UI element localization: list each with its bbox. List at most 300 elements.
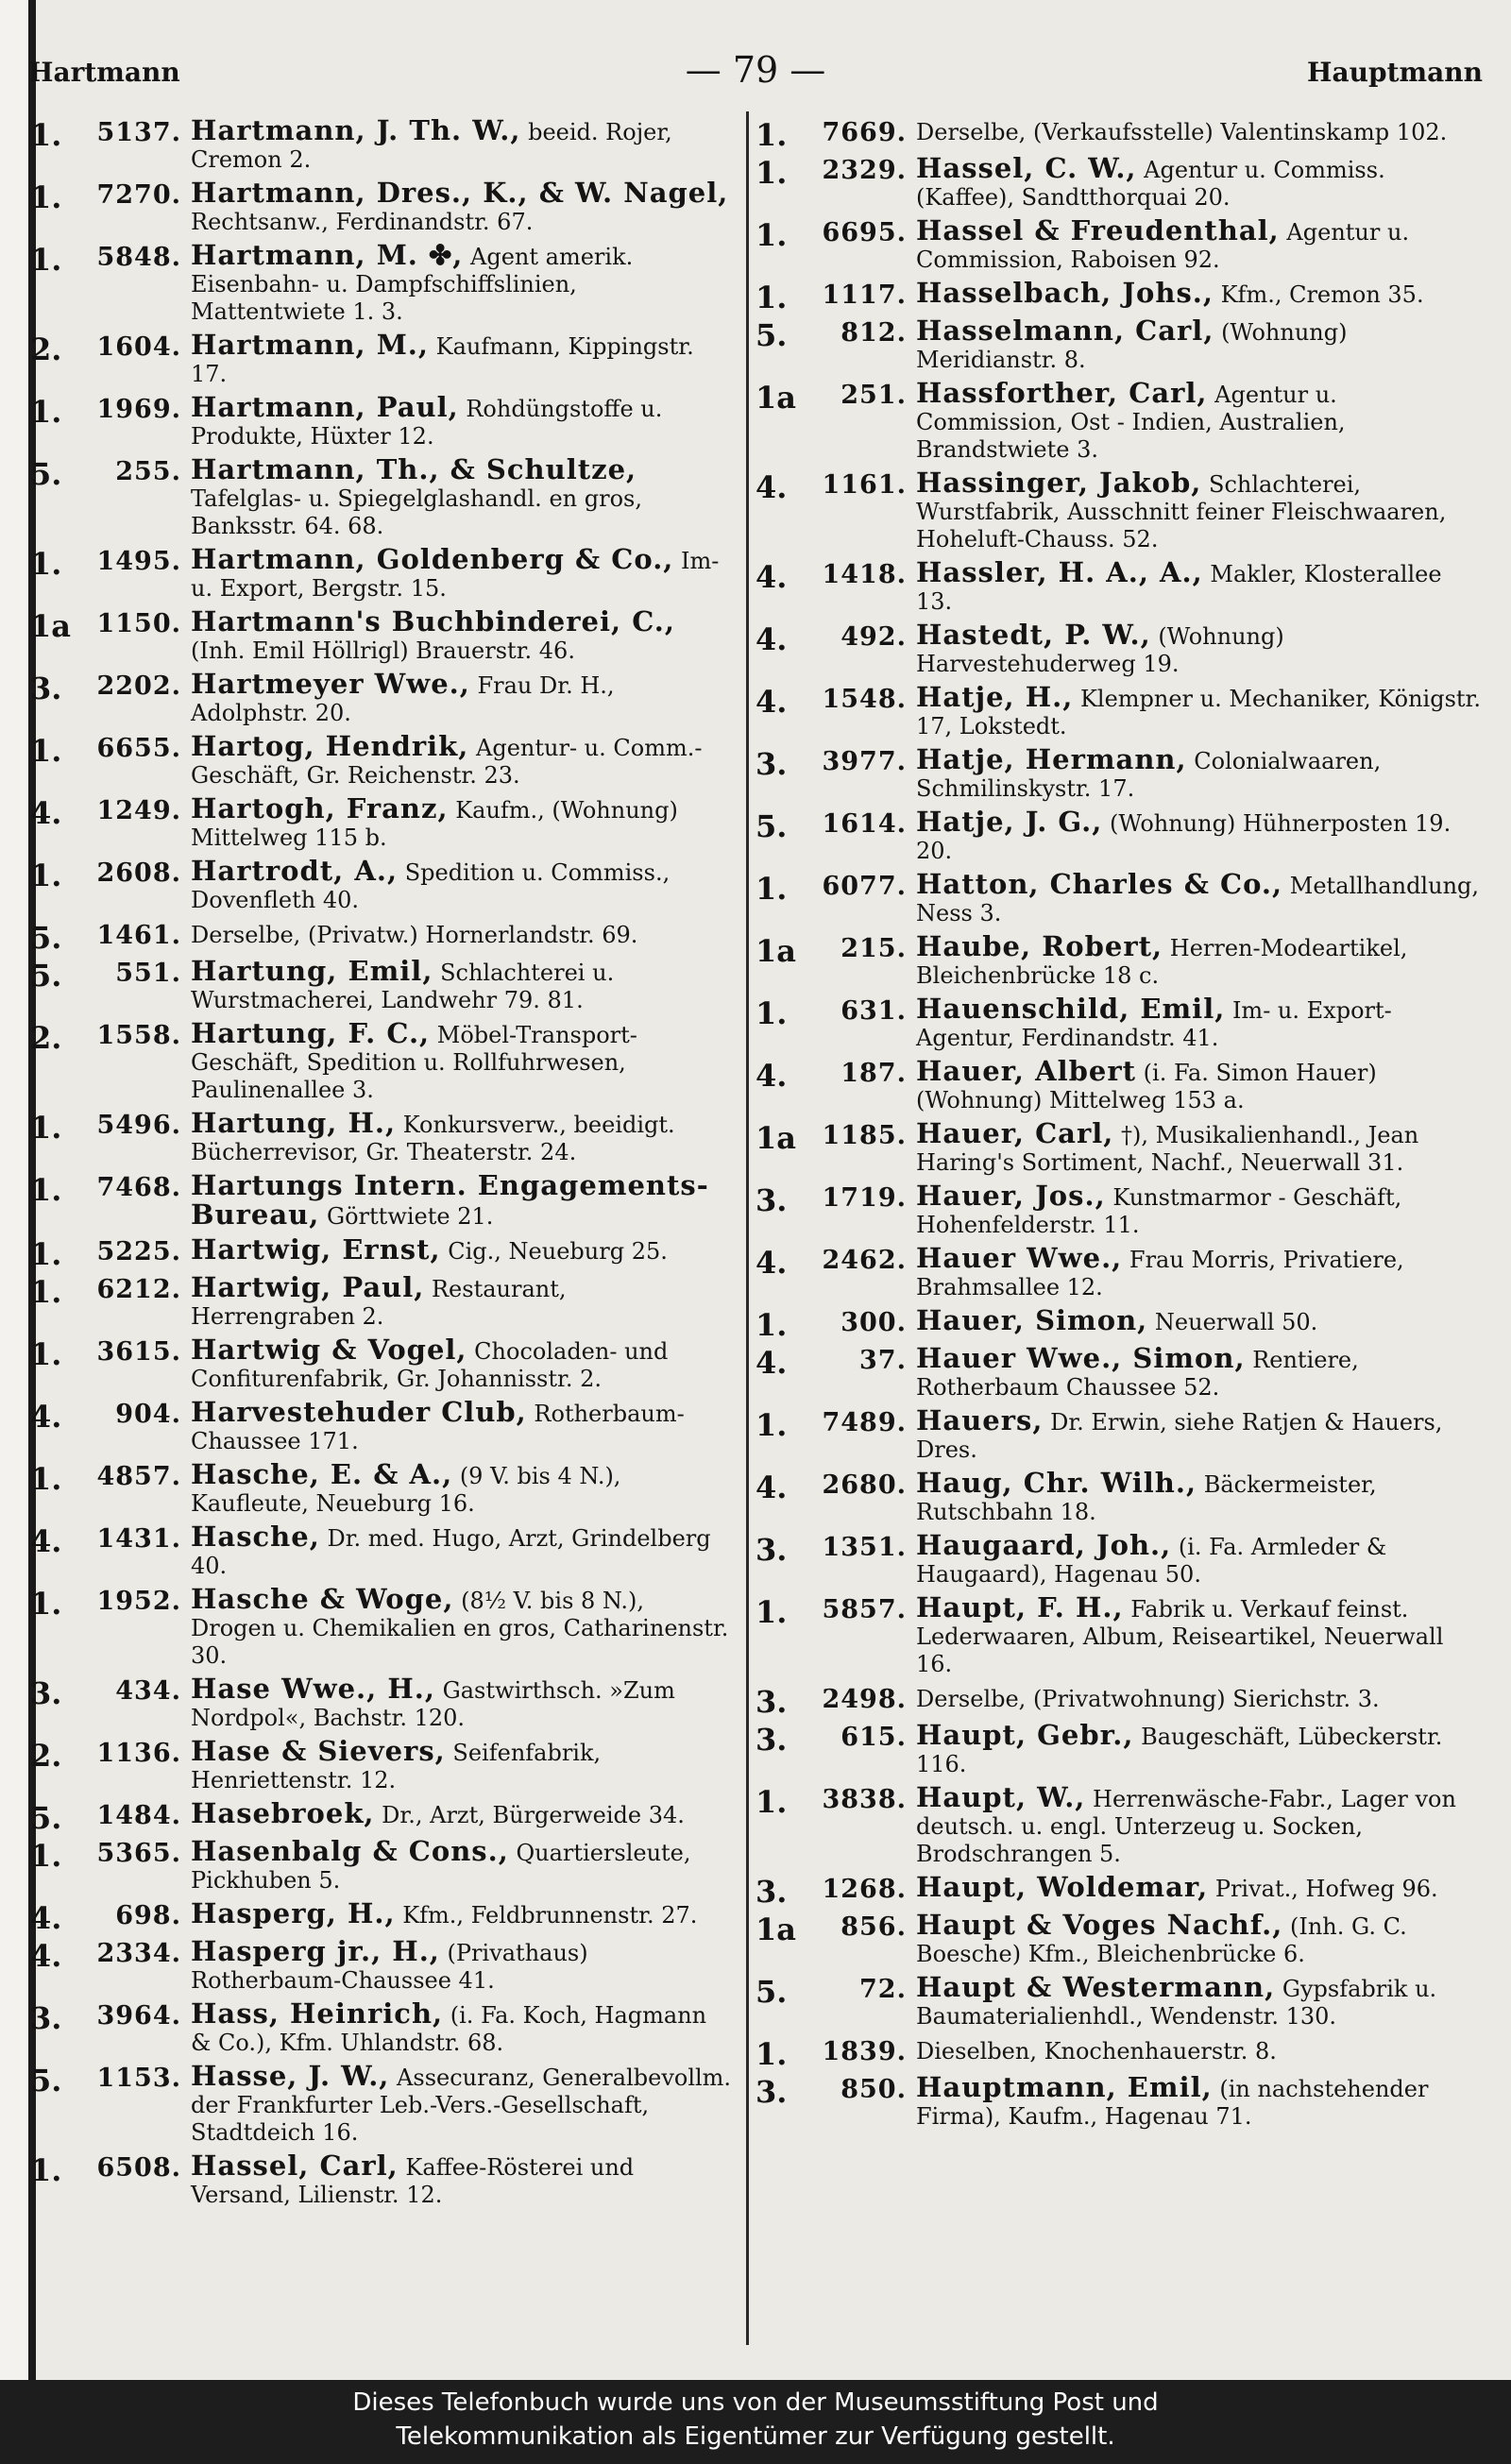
directory-entry bbox=[756, 1591, 1483, 1678]
phone-number: 1161. bbox=[822, 470, 907, 500]
left-column bbox=[30, 114, 734, 2215]
subscriber-details: Colonialwaaren, Schmilinskystr. 17. bbox=[916, 748, 1382, 802]
right-column bbox=[756, 117, 1483, 2136]
subscriber-details: Konkursverw., beeidigt. Bücherrevisor, Gr. Theaterstr. 24. bbox=[191, 1112, 675, 1165]
phone-number: 5848. bbox=[96, 243, 181, 272]
entry-text bbox=[916, 930, 1483, 990]
entry-text bbox=[916, 2071, 1483, 2131]
directory-entry bbox=[756, 1684, 1483, 1720]
phone-number: 6212. bbox=[96, 1275, 181, 1304]
entry-text bbox=[916, 277, 1483, 309]
subscriber-details: Dr. med. Hugo, Arzt, Grindelberg 40. bbox=[191, 1525, 711, 1579]
subscriber-details: (Privathaus) Rotherbaum-Chaussee 41. bbox=[191, 1940, 588, 1994]
entry-text bbox=[916, 1871, 1483, 1903]
entry-text bbox=[191, 1336, 734, 1393]
directory-entry bbox=[30, 1017, 734, 1104]
phone-number: 698. bbox=[115, 1901, 181, 1930]
subscriber-details: Rohdüngstoffe u. Produkte, Hüxter 12. bbox=[191, 396, 663, 450]
exchange-office: 2. bbox=[30, 331, 62, 367]
exchange-office: 1. bbox=[756, 1784, 788, 1820]
directory-entry bbox=[30, 331, 734, 388]
phone-number: 1604. bbox=[96, 332, 181, 362]
subscriber-name: Hatje, H., bbox=[916, 681, 1074, 713]
column-divider bbox=[746, 111, 749, 2345]
exchange-office: 1. bbox=[30, 546, 62, 582]
subscriber-details: (in nachstehender Firma), Kaufm., Hagenau 71. bbox=[916, 2076, 1429, 2130]
entry-text bbox=[191, 1017, 734, 1104]
subscriber-name: Hasche & Woge, bbox=[191, 1583, 454, 1615]
subscriber-name: Hartmeyer Wwe., bbox=[191, 668, 470, 700]
entry-text bbox=[191, 855, 734, 914]
phone-number: 7669. bbox=[822, 118, 907, 147]
entry-text bbox=[191, 605, 734, 665]
subscriber-name: Hassel & Freudenthal, bbox=[916, 214, 1280, 246]
entry-text bbox=[916, 1684, 1483, 1713]
subscriber-details: †), Musikalienhandl., Jean Haring's Sortiment, Nachf., Neuerwall 31. bbox=[916, 1122, 1419, 1176]
phone-number: 1461. bbox=[96, 921, 181, 950]
entry-text bbox=[191, 1997, 734, 2057]
entry-text bbox=[191, 920, 734, 949]
subscriber-name: Hassinger, Jakob, bbox=[916, 467, 1202, 499]
subscriber-details: Klempner u. Mechaniker, Königstr. 17, Lokstedt. bbox=[916, 686, 1481, 739]
subscriber-name: Hatje, J. G., bbox=[916, 806, 1103, 838]
subscriber-details: Rentiere, Rotherbaum Chaussee 52. bbox=[916, 1347, 1359, 1401]
entry-text bbox=[916, 377, 1483, 464]
phone-number: 1495. bbox=[96, 547, 181, 576]
entry-text bbox=[191, 1271, 734, 1331]
subscriber-name: Hartmann, Goldenberg & Co., bbox=[191, 543, 674, 575]
directory-entry bbox=[756, 995, 1483, 1052]
phone-number: 1418. bbox=[822, 560, 907, 589]
phone-number: 615. bbox=[840, 1723, 907, 1752]
subscriber-details: Gastwirthsch. »Zum Nordpol«, Bachstr. 120. bbox=[191, 1677, 675, 1731]
subscriber-details: Im- u. Export-Agentur, Ferdinandstr. 41. bbox=[916, 997, 1392, 1051]
subscriber-name: Hartogh, Franz, bbox=[191, 792, 449, 824]
subscriber-details: Agentur u. Commiss. (Kaffee), Sandtthorquai 20. bbox=[916, 157, 1385, 211]
subscriber-name: Hasche, E. & A., bbox=[191, 1458, 453, 1490]
directory-entry bbox=[30, 2060, 734, 2147]
subscriber-name: Haube, Robert, bbox=[916, 930, 1163, 962]
directory-entry bbox=[756, 1342, 1483, 1402]
directory-entry bbox=[756, 1719, 1483, 1778]
entry-text bbox=[191, 1458, 734, 1518]
exchange-office: 1. bbox=[756, 995, 788, 1031]
subscriber-details: Gypsfabrik u. Baumaterialienhdl., Wendenstr. 130. bbox=[916, 1976, 1437, 2030]
entry-text bbox=[916, 808, 1483, 865]
directory-entry bbox=[30, 1935, 734, 1995]
subscriber-name: Hasselmann, Carl, bbox=[916, 314, 1214, 347]
subscriber-details: Dieselben, Knochenhauerstr. 8. bbox=[916, 2038, 1277, 2065]
entry-text bbox=[191, 1396, 734, 1455]
footer-note bbox=[0, 2380, 1511, 2464]
entry-text bbox=[191, 1169, 734, 1231]
subscriber-details: Chocoladen- und Confiturenfabrik, Gr. Johannisstr. 2. bbox=[191, 1338, 669, 1392]
entry-text bbox=[191, 331, 734, 388]
subscriber-details: Restaurant, Herrengraben 2. bbox=[191, 1276, 567, 1330]
phone-number: 2498. bbox=[822, 1685, 907, 1714]
exchange-office: 1. bbox=[756, 1594, 788, 1630]
subscriber-details: Agentur- u. Comm.-Geschäft, Gr. Reichenstr. 23. bbox=[191, 735, 703, 789]
subscriber-details: Möbel-Transport-Geschäft, Spedition u. Rollfuhrwesen, Paulinenallee 3. bbox=[191, 1022, 637, 1103]
subscriber-name: Hasperg jr., H., bbox=[191, 1935, 440, 1967]
directory-entry bbox=[756, 808, 1483, 865]
phone-number: 1153. bbox=[96, 2064, 181, 2093]
exchange-office: 1. bbox=[756, 117, 788, 153]
exchange-office: 1. bbox=[30, 733, 62, 769]
subscriber-name: Hauer, Jos., bbox=[916, 1180, 1106, 1212]
exchange-office: 1. bbox=[756, 2036, 788, 2072]
phone-number: 1431. bbox=[96, 1524, 181, 1554]
subscriber-details: Tafelglas- u. Spiegelglashandl. en gros, Banksstr. 64. 68. bbox=[191, 485, 642, 539]
phone-number: 1268. bbox=[822, 1875, 907, 1904]
entry-text bbox=[916, 1591, 1483, 1678]
subscriber-details: Herren-Modeartikel, Bleichenbrücke 18 c. bbox=[916, 935, 1408, 989]
phone-number: 2202. bbox=[96, 671, 181, 701]
entry-text bbox=[916, 2036, 1483, 2065]
subscriber-name: Hauenschild, Emil, bbox=[916, 993, 1226, 1025]
phone-number: 6695. bbox=[822, 218, 907, 247]
phone-number: 1351. bbox=[822, 1533, 907, 1562]
exchange-office: 5. bbox=[30, 920, 62, 956]
directory-entry bbox=[30, 1735, 734, 1794]
subscriber-name: Hartmann, J. Th. W., bbox=[191, 114, 521, 146]
exchange-office: 3. bbox=[756, 1182, 788, 1218]
directory-entry bbox=[30, 1797, 734, 1836]
subscriber-details: Agent amerik. Eisenbahn- u. Dampfschiffslinien, Mattentwiete 1. 3. bbox=[191, 244, 634, 325]
phone-number: 6655. bbox=[96, 734, 181, 763]
directory-entry bbox=[756, 681, 1483, 740]
subscriber-name: Hartmann, M., bbox=[191, 329, 429, 361]
phone-number: 2462. bbox=[822, 1246, 907, 1275]
subscriber-name: Hartungs Intern. Engagements-Bureau, bbox=[191, 1169, 709, 1231]
entry-text bbox=[191, 179, 734, 236]
entry-text bbox=[191, 1735, 734, 1794]
subscriber-details: Seifenfabrik, Henriettenstr. 12. bbox=[191, 1740, 602, 1793]
exchange-office: 1. bbox=[756, 1407, 788, 1443]
directory-entry bbox=[30, 1835, 734, 1895]
phone-number: 1117. bbox=[822, 280, 907, 310]
exchange-office: 5. bbox=[756, 1974, 788, 2010]
entry-text bbox=[916, 1971, 1483, 2031]
entry-text bbox=[191, 543, 734, 603]
subscriber-name: Hauer Wwe., bbox=[916, 1242, 1123, 1274]
subscriber-name: Hartmann, Dres., K., & W. Nagel, bbox=[191, 177, 729, 209]
directory-entry bbox=[756, 1909, 1483, 1968]
entry-text bbox=[191, 2060, 734, 2147]
exchange-office: 3. bbox=[756, 2074, 788, 2110]
subscriber-name: Hasenbalg & Cons., bbox=[191, 1835, 509, 1867]
directory-entry bbox=[30, 1675, 734, 1732]
subscriber-details: Frau Morris, Privatiere, Brahmsallee 12. bbox=[916, 1247, 1404, 1300]
phone-number: 300. bbox=[840, 1308, 907, 1337]
phone-number: 3838. bbox=[822, 1785, 907, 1814]
phone-number: 1484. bbox=[96, 1801, 181, 1830]
directory-entry bbox=[30, 1169, 734, 1231]
directory-entry bbox=[30, 920, 734, 956]
directory-entry bbox=[30, 955, 734, 1014]
directory-entry bbox=[756, 1242, 1483, 1301]
subscriber-name: Hartung, F. C., bbox=[191, 1017, 431, 1049]
subscriber-name: Hassforther, Carl, bbox=[916, 377, 1208, 409]
entry-text bbox=[916, 621, 1483, 678]
exchange-office: 4. bbox=[30, 1938, 62, 1974]
phone-number: 551. bbox=[115, 959, 181, 988]
directory-entry bbox=[30, 1458, 734, 1518]
directory-entry bbox=[30, 1271, 734, 1331]
phone-number: 631. bbox=[840, 996, 907, 1026]
entry-text bbox=[191, 1583, 734, 1670]
subscriber-details: (Wohnung) Hühnerposten 19. 20. bbox=[916, 810, 1452, 864]
exchange-office: 1. bbox=[30, 1236, 62, 1272]
directory-entry bbox=[756, 621, 1483, 678]
subscriber-details: Kaufm., (Wohnung) Mittelweg 115 b. bbox=[191, 797, 678, 851]
subscriber-name: Haupt & Voges Nachf., bbox=[916, 1909, 1283, 1941]
directory-entry bbox=[30, 1523, 734, 1580]
entry-text bbox=[916, 1304, 1483, 1336]
subscriber-name: Hauer, Simon, bbox=[916, 1304, 1148, 1336]
phone-number: 7489. bbox=[822, 1408, 907, 1437]
subscriber-details: Dr. Erwin, siehe Ratjen & Hauers, Dres. bbox=[916, 1409, 1443, 1463]
exchange-office: 1. bbox=[30, 1461, 62, 1497]
directory-entry bbox=[756, 1529, 1483, 1589]
exchange-office: 1. bbox=[30, 394, 62, 430]
exchange-office: 4. bbox=[30, 1399, 62, 1435]
subscriber-details: Makler, Klosterallee 13. bbox=[916, 561, 1442, 615]
exchange-office: 4. bbox=[756, 1245, 788, 1281]
exchange-office: 1a bbox=[756, 1120, 796, 1156]
entry-text bbox=[916, 1342, 1483, 1402]
subscriber-details: Kaufmann, Kippingstr. 17. bbox=[191, 333, 694, 387]
phone-number: 1719. bbox=[822, 1183, 907, 1213]
subscriber-details: Kfm., Cremon 35. bbox=[1220, 281, 1424, 308]
subscriber-details: Cig., Neueburg 25. bbox=[448, 1238, 668, 1265]
directory-entry bbox=[756, 314, 1483, 374]
exchange-office: 4. bbox=[756, 621, 788, 657]
subscriber-name: Hassel, C. W., bbox=[916, 152, 1137, 184]
exchange-office: 1a bbox=[30, 608, 71, 644]
exchange-office: 1. bbox=[756, 155, 788, 191]
phone-number: 850. bbox=[840, 2075, 907, 2104]
exchange-office: 3. bbox=[30, 671, 62, 706]
exchange-office: 1. bbox=[30, 1838, 62, 1874]
phone-number: 5365. bbox=[96, 1839, 181, 1868]
exchange-office: 1. bbox=[30, 1274, 62, 1310]
directory-entry bbox=[756, 1467, 1483, 1526]
subscriber-details: Rechtsanw., Ferdinandstr. 67. bbox=[191, 209, 534, 235]
exchange-office: 5. bbox=[756, 808, 788, 844]
entry-text bbox=[191, 1233, 734, 1266]
exchange-office: 1. bbox=[30, 242, 62, 278]
subscriber-details: Derselbe, (Privatw.) Hornerlandstr. 69. bbox=[191, 922, 638, 948]
exchange-office: 3. bbox=[756, 746, 788, 782]
phone-number: 1150. bbox=[96, 609, 181, 638]
directory-entry bbox=[30, 179, 734, 236]
directory-entry bbox=[30, 543, 734, 603]
subscriber-name: Haug, Chr. Wilh., bbox=[916, 1467, 1197, 1499]
directory-entry bbox=[756, 1404, 1483, 1464]
exchange-office: 3. bbox=[30, 2000, 62, 2036]
phone-number: 856. bbox=[840, 1912, 907, 1942]
phone-number: 37. bbox=[859, 1346, 907, 1375]
subscriber-name: Haupt, Woldemar, bbox=[916, 1871, 1209, 1903]
phone-number: 492. bbox=[840, 622, 907, 652]
directory-entry bbox=[30, 1897, 734, 1936]
phone-number: 5137. bbox=[96, 118, 181, 147]
phone-number: 7468. bbox=[96, 1173, 181, 1202]
entry-text bbox=[916, 117, 1483, 146]
phone-number: 255. bbox=[115, 457, 181, 486]
entry-text bbox=[916, 152, 1483, 212]
subscriber-details: Schlachterei u. Wurstmacherei, Landwehr 79. 81. bbox=[191, 960, 615, 1013]
phone-number: 434. bbox=[115, 1676, 181, 1706]
entry-text bbox=[916, 469, 1483, 553]
entry-text bbox=[916, 214, 1483, 274]
footer-line-2: Telekommunikation als Eigentümer zur Verfügung gestellt. bbox=[396, 2422, 1115, 2451]
phone-number: 3964. bbox=[96, 2001, 181, 2031]
subscriber-name: Hase & Sievers, bbox=[191, 1735, 446, 1767]
subscriber-name: Harvestehuder Club, bbox=[191, 1396, 527, 1428]
entry-text bbox=[191, 2152, 734, 2209]
subscriber-details: Kfm., Feldbrunnenstr. 27. bbox=[402, 1902, 698, 1929]
subscriber-details: Rotherbaum-Chaussee 171. bbox=[191, 1401, 685, 1454]
phone-number: 904. bbox=[115, 1400, 181, 1429]
phone-number: 5496. bbox=[96, 1111, 181, 1140]
directory-entry bbox=[756, 1182, 1483, 1239]
exchange-office: 1. bbox=[30, 2152, 62, 2188]
subscriber-name: Hatton, Charles & Co., bbox=[916, 868, 1283, 900]
subscriber-details: Agentur u. Commission, Ost - Indien, Australien, Brandstwiete 3. bbox=[916, 382, 1346, 463]
directory-entry bbox=[756, 214, 1483, 274]
directory-entry bbox=[30, 1583, 734, 1670]
directory-entry bbox=[756, 1781, 1483, 1868]
phone-number: 1558. bbox=[96, 1021, 181, 1050]
directory-entry bbox=[30, 453, 734, 540]
subscriber-name: Haupt & Westermann, bbox=[916, 1971, 1276, 2003]
exchange-office: 4. bbox=[756, 469, 788, 505]
subscriber-details: Bäckermeister, Rutschbahn 18. bbox=[916, 1471, 1377, 1525]
directory-entry bbox=[30, 1233, 734, 1272]
entry-text bbox=[191, 239, 734, 326]
exchange-office: 1a bbox=[756, 933, 796, 969]
exchange-office: 3. bbox=[756, 1684, 788, 1720]
subscriber-name: Hartog, Hendrik, bbox=[191, 730, 469, 762]
subscriber-name: Hartwig, Paul, bbox=[191, 1271, 425, 1303]
subscriber-name: Hartwig & Vogel, bbox=[191, 1334, 467, 1366]
phone-number: 1969. bbox=[96, 395, 181, 424]
entry-text bbox=[916, 995, 1483, 1052]
subscriber-name: Hartwig, Ernst, bbox=[191, 1233, 441, 1266]
directory-entry bbox=[30, 239, 734, 326]
exchange-office: 4. bbox=[756, 684, 788, 720]
exchange-office: 5. bbox=[756, 317, 788, 353]
entry-text bbox=[916, 1529, 1483, 1589]
directory-entry bbox=[756, 377, 1483, 464]
subscriber-details: Herrenwäsche-Fabr., Lager von deutsch. u. engl. Unterzeug u. Socken, Brodschrangen 5. bbox=[916, 1786, 1456, 1867]
subscriber-name: Hartrodt, A., bbox=[191, 855, 399, 887]
phone-number: 1839. bbox=[822, 2037, 907, 2066]
entry-text bbox=[191, 1523, 734, 1580]
entry-text bbox=[916, 1404, 1483, 1464]
exchange-office: 4. bbox=[756, 1058, 788, 1094]
phone-number: 2329. bbox=[822, 156, 907, 185]
subscriber-details: Kunstmarmor - Geschäft, Hohenfelderstr. 11. bbox=[916, 1184, 1402, 1238]
entry-text bbox=[191, 1107, 734, 1166]
directory-entry bbox=[756, 2071, 1483, 2131]
directory-entry bbox=[30, 114, 734, 174]
exchange-office: 5. bbox=[30, 1800, 62, 1836]
entry-text bbox=[916, 1182, 1483, 1239]
phone-number: 1952. bbox=[96, 1587, 181, 1616]
subscriber-details: Agentur u. Commission, Raboisen 92. bbox=[916, 219, 1410, 273]
subscriber-name: Hauers, bbox=[916, 1404, 1044, 1436]
entry-text bbox=[191, 453, 734, 540]
subscriber-name: Hauer, Carl, bbox=[916, 1117, 1114, 1149]
phone-number: 187. bbox=[840, 1059, 907, 1088]
subscriber-name: Haupt, F. H., bbox=[916, 1591, 1124, 1623]
entry-text bbox=[191, 114, 734, 174]
exchange-office: 1. bbox=[756, 280, 788, 315]
entry-text bbox=[191, 730, 734, 790]
header-first-name: Hartmann bbox=[28, 57, 180, 88]
exchange-office: 4. bbox=[756, 1345, 788, 1381]
subscriber-name: Hasselbach, Johs., bbox=[916, 277, 1214, 309]
exchange-office: 1a bbox=[756, 380, 796, 416]
phone-number: 812. bbox=[840, 318, 907, 348]
entry-text bbox=[916, 1055, 1483, 1114]
phone-number: 4857. bbox=[96, 1462, 181, 1491]
subscriber-details: (Inh. Emil Höllrigl) Brauerstr. 46. bbox=[191, 637, 575, 664]
entry-text bbox=[191, 792, 734, 852]
phone-number: 3615. bbox=[96, 1337, 181, 1367]
entry-text bbox=[191, 1675, 734, 1732]
subscriber-name: Haupt, Gebr., bbox=[916, 1719, 1134, 1751]
exchange-office: 3. bbox=[756, 1532, 788, 1568]
subscriber-details: (i. Fa. Simon Hauer) (Wohnung) Mittelweg 153 a. bbox=[916, 1060, 1377, 1113]
phone-number: 215. bbox=[840, 934, 907, 963]
subscriber-details: (i. Fa. Koch, Hagmann & Co.), Kfm. Uhlandstr. 68. bbox=[191, 2002, 707, 2056]
exchange-office: 1. bbox=[756, 217, 788, 253]
subscriber-details: Schlachterei, Wurstfabrik, Ausschnitt feiner Fleischwaaren, Hoheluft-Chauss. 52. bbox=[916, 471, 1447, 552]
phone-number: 1548. bbox=[822, 685, 907, 714]
entry-text bbox=[191, 391, 734, 450]
directory-entry bbox=[30, 668, 734, 727]
subscriber-name: Hartmann, Th., & Schultze, bbox=[191, 453, 637, 485]
entry-text bbox=[191, 955, 734, 1014]
exchange-office: 1. bbox=[30, 1586, 62, 1622]
subscriber-details: (Wohnung) Harvestehuderweg 19. bbox=[916, 623, 1284, 677]
subscriber-details: (8½ V. bis 8 N.), Drogen u. Chemikalien en gros, Catharinenstr. 30. bbox=[191, 1588, 729, 1669]
directory-entry bbox=[756, 1304, 1483, 1343]
exchange-office: 5. bbox=[30, 456, 62, 492]
subscriber-name: Hasperg, H., bbox=[191, 1897, 396, 1929]
exchange-office: 1. bbox=[30, 1110, 62, 1146]
subscriber-details: Frau Dr. H., Adolphstr. 20. bbox=[191, 672, 615, 726]
entry-text bbox=[916, 1467, 1483, 1526]
subscriber-name: Hatje, Hermann, bbox=[916, 743, 1187, 775]
directory-entry bbox=[756, 868, 1483, 927]
subscriber-details: Neuerwall 50. bbox=[1154, 1309, 1318, 1335]
page-number: — 79 — bbox=[685, 49, 826, 91]
directory-entry bbox=[756, 277, 1483, 315]
exchange-office: 3. bbox=[756, 1874, 788, 1910]
exchange-office: 4. bbox=[756, 559, 788, 595]
directory-entry bbox=[30, 730, 734, 790]
exchange-office: 1. bbox=[30, 1172, 62, 1208]
subscriber-details: Derselbe, (Verkaufsstelle) Valentinskamp 102. bbox=[916, 119, 1448, 145]
subscriber-name: Hassel, Carl, bbox=[191, 2150, 399, 2182]
exchange-office: 4. bbox=[756, 1470, 788, 1505]
page-header bbox=[28, 47, 1483, 104]
